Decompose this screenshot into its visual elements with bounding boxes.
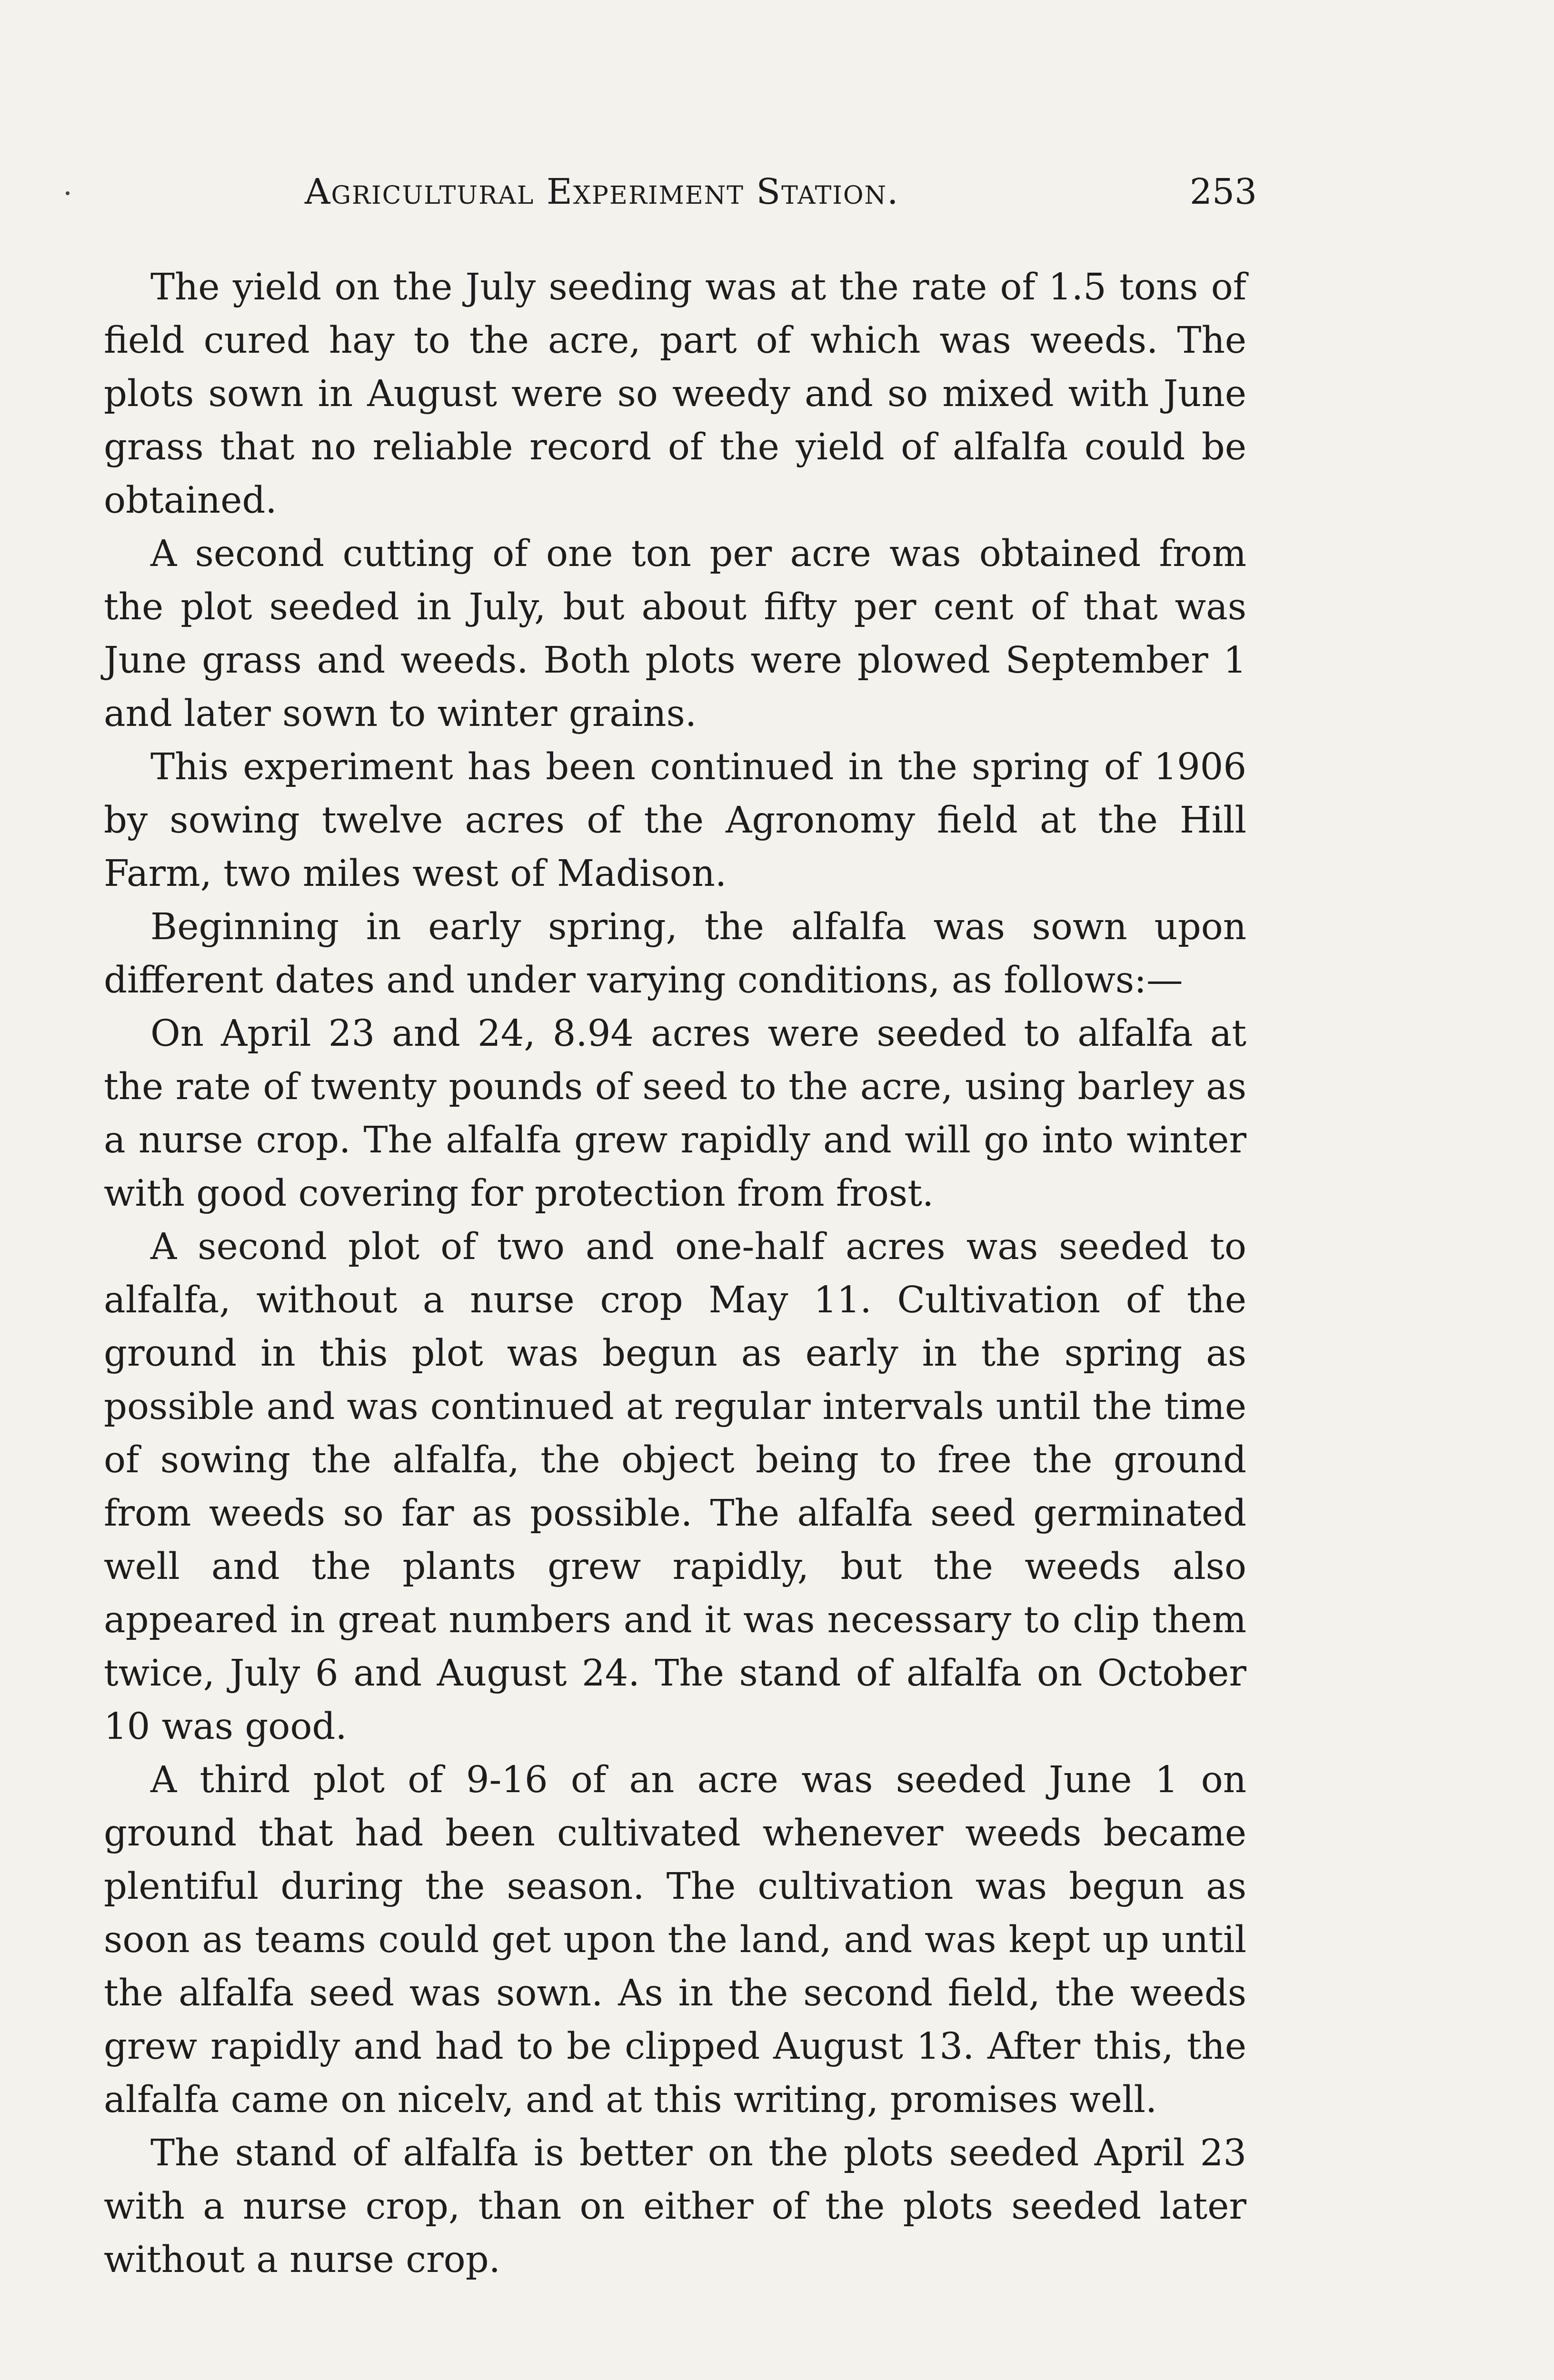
- paragraph-stand-comparison: The stand of alfalfa is better on the plots seeded April 23 with a nurse crop, than on either of the plots seeded later without a nurse crop.: [104, 2132, 1246, 2281]
- paragraph-third-plot: A third plot of 9-16 of an acre was seeded June 1 on ground that had been cultivated whenever weeds became plentiful during the season. The cultivation was begun as soon as teams could get upon the land, and was kept up until the alfalfa seed was sown. As in the second field, the weeds grew rapidly and had to be clipped August 13. After this, the alfalfa came on nicelv, and at this writing, promises well.: [104, 1759, 1246, 2121]
- paragraph-second-cutting: A second cutting of one ton per acre was obtained from the plot seeded in July, but about fifty per cent of that was June grass and weeds. Both plots were plowed September 1 and later sown to winter grains.: [104, 533, 1246, 735]
- running-title: Agricultural Experiment Station.: [305, 171, 899, 212]
- paragraph-second-plot: A second plot of two and one-half acres was seeded to alfalfa, without a nurse crop May 11. Cultivation of the ground in this plot was begun as early in the spring as possible and was continued at regular intervals until the time of sowing the alfalfa, the object being to free the ground from weeds so far as possible. The alfalfa seed germinated well and the plants grew rapidly, but the weeds also appeared in great numbers and it was necessary to clip them twice, July 6 and August 24. The stand of alfalfa on October 10 was good.: [104, 1226, 1246, 1748]
- paragraph-july-yield: The yield on the July seeding was at the rate of 1.5 tons of field cured hay to the acre, part of which was weeds. The plots sown in August were so weedy and so mixed with June grass that no reliable record of the yield of alfalfa could be obtained.: [104, 266, 1246, 522]
- paragraph-beginning-spring: Beginning in early spring, the alfalfa was sown upon different dates and under varying conditions, as follows:—: [104, 906, 1246, 1002]
- body-text: [104, 261, 1246, 2287]
- paragraph-april-seeding: On April 23 and 24, 8.94 acres were seeded to alfalfa at the rate of twenty pounds of seed to the acre, using barley as a nurse crop. The alfalfa grew rapidly and will go into winter with good covering for protection from frost.: [104, 1012, 1246, 1215]
- running-header: [305, 171, 1257, 224]
- page-number: 253: [1189, 171, 1257, 212]
- stray-mark: [66, 191, 70, 195]
- paragraph-experiment-continued: This experiment has been continued in the spring of 1906 by sowing twelve acres of the Agronomy field at the Hill Farm, two miles west of Madison.: [104, 746, 1246, 895]
